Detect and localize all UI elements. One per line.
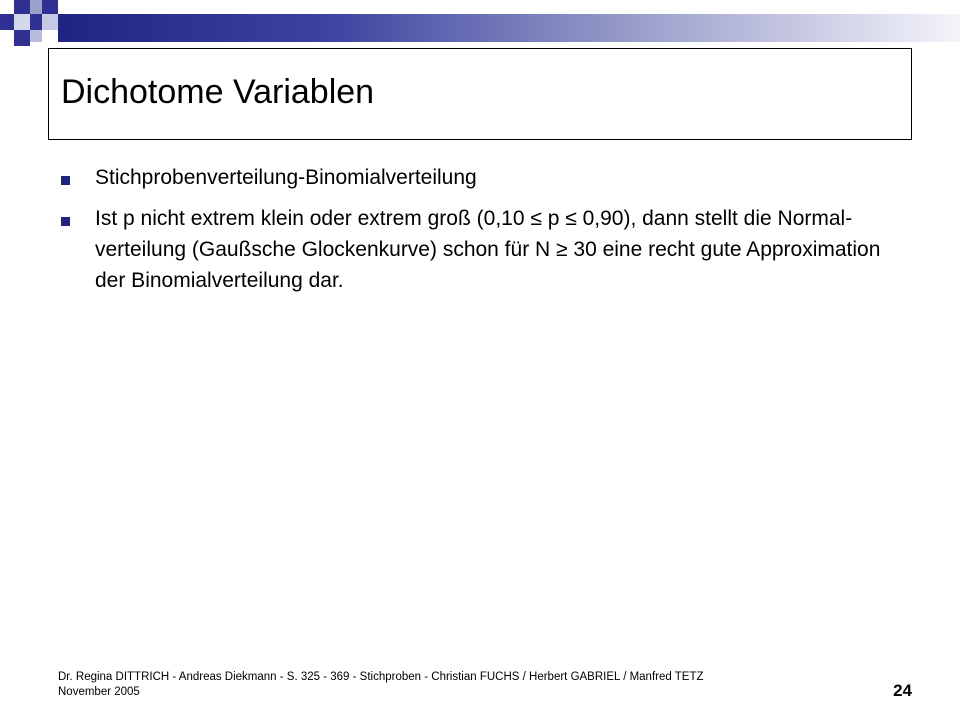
footer-authors: Dr. Regina DITTRICH - Andreas Diekmann - S. 325 - 369 - Stichproben - Christian FUCHS / Herbert GABRIEL / Manfred TETZ: [58, 671, 704, 683]
bullet-item: [58, 203, 898, 296]
decor-square: [42, 14, 58, 30]
square-bullet-icon: [61, 217, 70, 226]
bullet-text: Ist p nicht extrem klein oder extrem groß (0,10 ≤ p ≤ 0,90), dann stellt die Normal-verteilung (Gaußsche Glockenkurve) schon für N ≥ 30 eine recht gute Approximation der Binomialverteilung dar.: [95, 207, 881, 292]
page-number: 24: [893, 681, 912, 700]
title-box: [48, 48, 912, 140]
bullet-text: Stichprobenverteilung-Binomialverteilung: [95, 166, 477, 189]
decor-square: [0, 14, 14, 30]
slide-title: Dichotome Variablen: [61, 73, 375, 111]
decor-square: [30, 30, 42, 42]
square-bullet-icon: [61, 176, 70, 185]
decor-square: [30, 0, 42, 14]
footer-date: November 2005: [58, 686, 140, 698]
decor-square: [14, 14, 30, 30]
bullet-item: [58, 162, 898, 193]
decor-square: [30, 14, 42, 30]
decor-square: [14, 0, 30, 14]
footer: [58, 670, 858, 700]
decor-square: [14, 30, 30, 46]
decor-square: [42, 0, 58, 14]
bullet-list: [58, 162, 898, 306]
header-gradient-bar: [58, 14, 960, 42]
